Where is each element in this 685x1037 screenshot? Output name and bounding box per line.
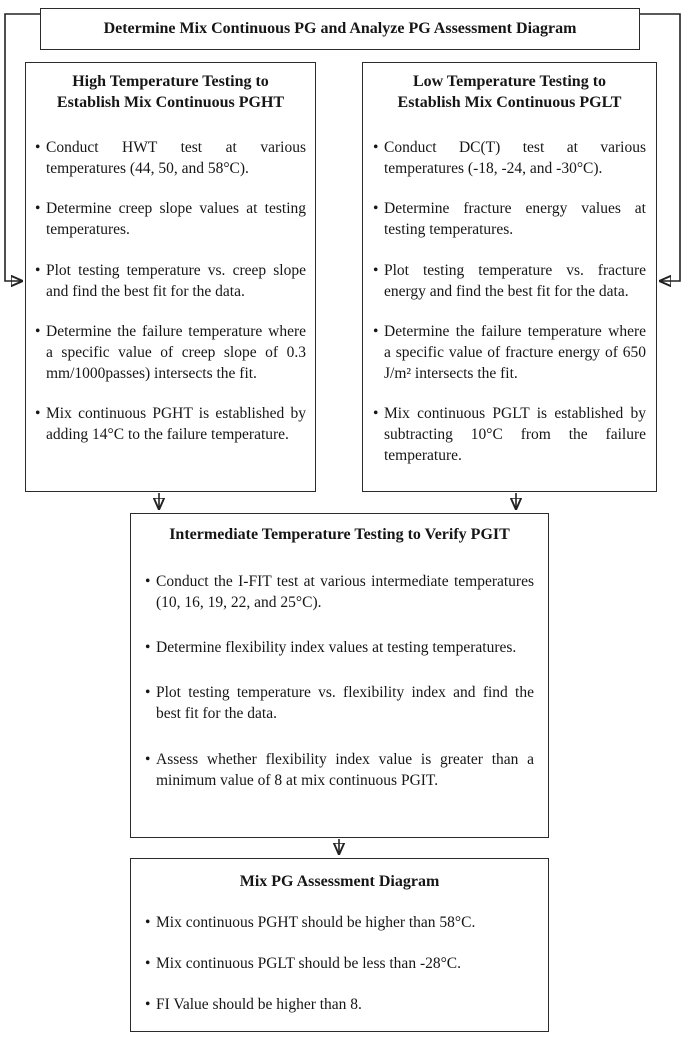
- intermediate-temperature-title: Intermediate Temperature Testing to Verify PGIT: [169, 526, 510, 543]
- list-item: • Conduct DC(T) test at various temperatures (-18, -24, and -30°C).: [373, 137, 646, 179]
- low-temperature-list: [373, 137, 646, 466]
- list-item: • Mix continuous PGLT should be less than -28°C.: [145, 953, 534, 974]
- list-item: • Mix continuous PGHT should be higher than 58°C.: [145, 912, 534, 933]
- box-low-temperature: [362, 62, 657, 492]
- low-temperature-title: Low Temperature Testing to Establish Mix Continuous PGLT: [397, 73, 622, 112]
- high-temperature-list: [35, 137, 306, 445]
- list-item: • Mix continuous PGLT is established by subtracting 10°C from the failure temperature.: [373, 403, 646, 466]
- list-item: • Determine the failure temperature where a specific value of creep slope of 0.3 mm/1000passes) intersects the fit.: [35, 321, 306, 384]
- list-item: • Conduct HWT test at various temperatures (44, 50, and 58°C).: [35, 137, 306, 179]
- list-item: • Plot testing temperature vs. fracture energy and find the best fit for the data.: [373, 260, 646, 302]
- list-item: • Plot testing temperature vs. flexibility index and find the best fit for the data.: [145, 682, 534, 724]
- list-item: • Determine fracture energy values at testing temperatures.: [373, 198, 646, 240]
- box-mix-pg-assessment: [130, 858, 549, 1032]
- high-temperature-title: High Temperature Testing to Establish Mix Continuous PGHT: [56, 73, 285, 112]
- list-item: • Assess whether flexibility index value is greater than a minimum value of 8 at mix continuous PGIT.: [145, 749, 534, 791]
- list-item: • Plot testing temperature vs. creep slope and find the best fit for the data.: [35, 260, 306, 302]
- box-high-temperature: [25, 62, 316, 492]
- main-title: Determine Mix Continuous PG and Analyze PG Assessment Diagram: [103, 20, 577, 38]
- intermediate-temperature-list: [145, 571, 534, 791]
- box-intermediate-temperature: [130, 513, 549, 838]
- list-item: • Determine creep slope values at testing temperatures.: [35, 198, 306, 240]
- mix-pg-assessment-title: Mix PG Assessment Diagram: [239, 873, 440, 890]
- list-item: • Determine flexibility index values at testing temperatures.: [145, 637, 534, 658]
- list-item: • Mix continuous PGHT is established by adding 14°C to the failure temperature.: [35, 403, 306, 445]
- list-item: • Determine the failure temperature where a specific value of fracture energy of 650 J/m² intersects the fit.: [373, 321, 646, 384]
- mix-pg-assessment-list: [145, 912, 534, 1015]
- list-item: • FI Value should be higher than 8.: [145, 994, 534, 1015]
- box-main-title: [40, 8, 640, 50]
- list-item: • Conduct the I-FIT test at various intermediate temperatures (10, 16, 19, 22, and 25°C).: [145, 571, 534, 613]
